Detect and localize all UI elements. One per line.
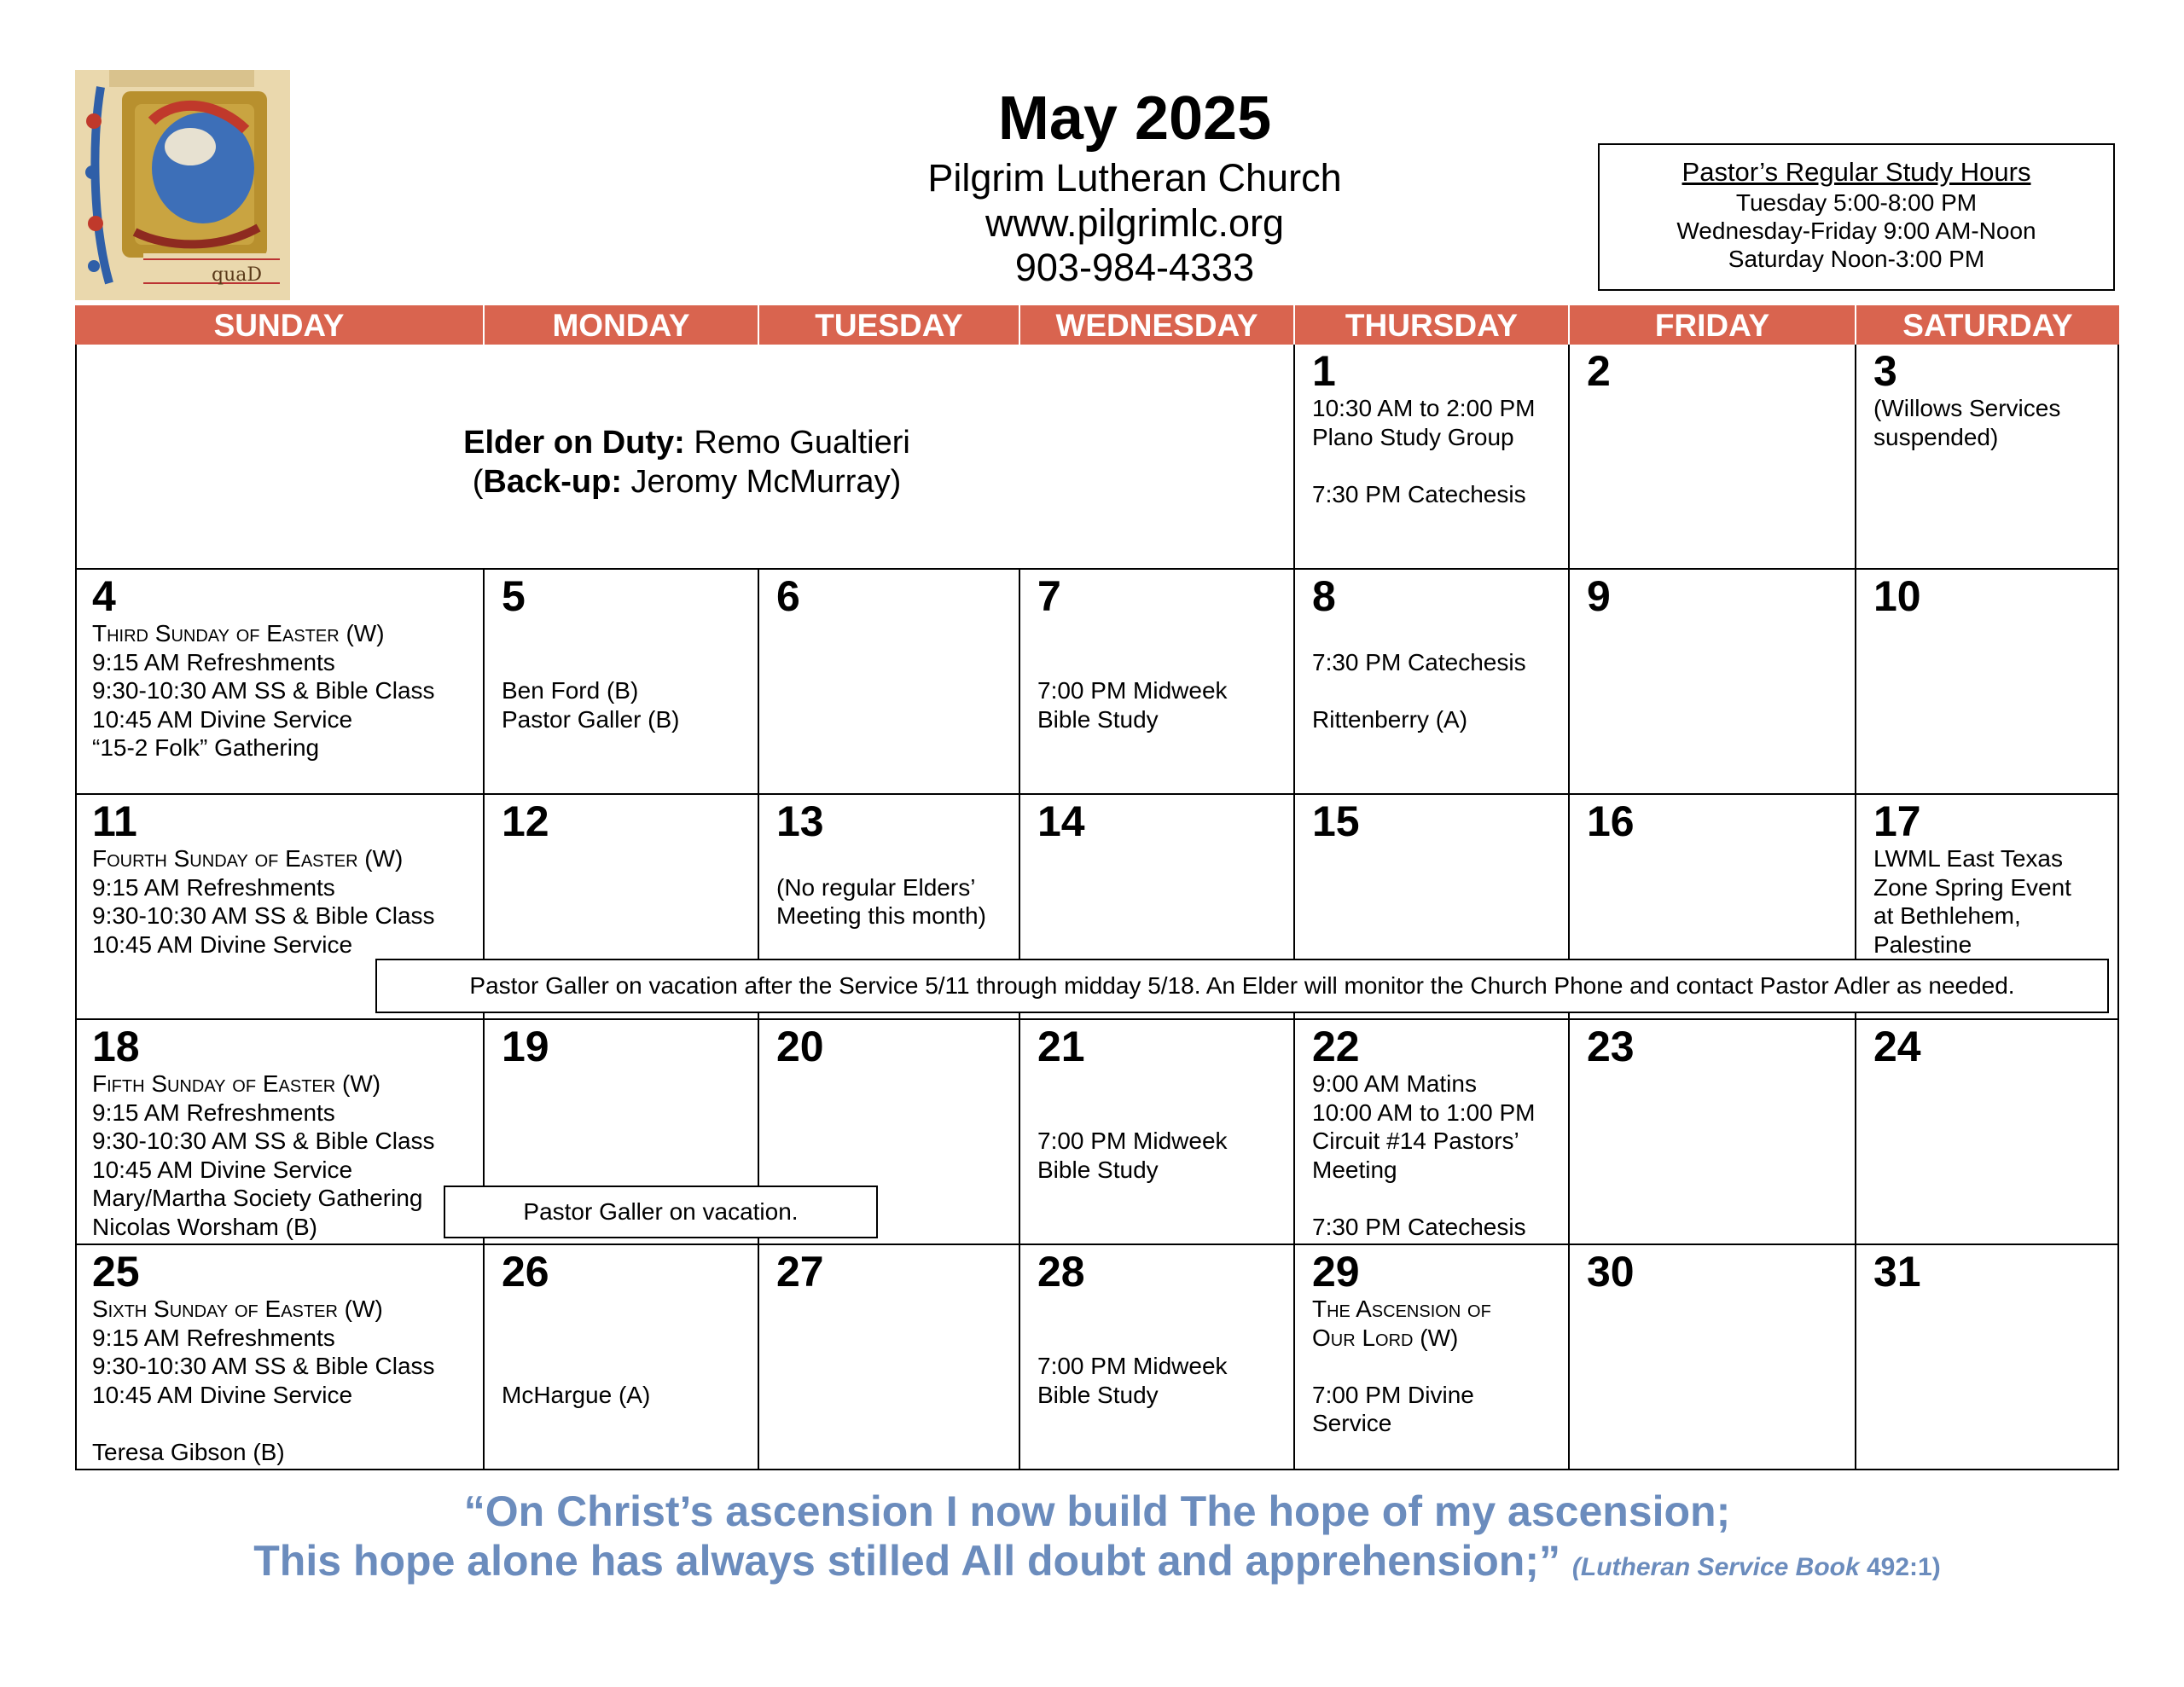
day-number: 30 (1587, 1248, 1635, 1296)
day-number: 24 (1873, 1023, 1921, 1070)
day-events: 7:00 PM Midweek Bible Study (1037, 677, 1228, 733)
day-cell-5[interactable] (485, 570, 759, 795)
elder-on-duty (77, 423, 1297, 501)
liturgical-day (92, 619, 483, 648)
vacation-note-short (444, 1186, 878, 1238)
day-number: 12 (502, 797, 549, 845)
day-cell-7[interactable] (1020, 570, 1295, 795)
liturgical-day (92, 844, 483, 873)
backup-paren: ( (472, 464, 484, 500)
white-vestment-marker: (W) (339, 620, 385, 646)
day-cell-1[interactable] (1295, 345, 1570, 570)
cite-paren: ( (1571, 1553, 1581, 1581)
day-of-week-thursday: THURSDAY (1295, 305, 1570, 345)
day-number: 6 (776, 572, 800, 620)
white-vestment-marker: (W) (337, 1296, 383, 1322)
day-events: 10:30 AM to 2:00 PM Plano Study Group 7:30 PM Catechesis (1312, 395, 1536, 507)
elder-label: Elder on Duty: (463, 425, 685, 461)
day-cell-28[interactable] (1020, 1245, 1295, 1470)
day-cell-6[interactable] (759, 570, 1020, 795)
vacation-note-long (375, 959, 2109, 1013)
church-phone: 903-984-4333 (1014, 246, 1255, 289)
day-events: Ben Ford (B) Pastor Galler (B) (502, 677, 680, 733)
day-number: 3 (1873, 347, 1897, 395)
day-events: 9:15 AM Refreshments 9:30-10:30 AM SS & Bible Class 10:45 AM Divine Service Teresa Gibson (B) (92, 1324, 435, 1465)
day-number: 13 (776, 797, 824, 845)
study-hours-heading: Pastor’s Regular Study Hours (1682, 157, 2031, 187)
day-events: 9:15 AM Refreshments 9:30-10:30 AM SS & Bible Class 10:45 AM Divine Service (92, 873, 435, 958)
hymn-quote-line-1: “On Christ’s ascension I now build The hope of my ascension; (463, 1487, 1731, 1535)
day-number: 10 (1873, 572, 1921, 620)
day-cell-30[interactable] (1570, 1245, 1856, 1470)
day-cell-25[interactable] (75, 1245, 485, 1470)
day-of-week-saturday: SATURDAY (1856, 305, 2119, 345)
day-number: 2 (1587, 347, 1611, 395)
liturgical-day-name: Fifth Sunday of Easter (92, 1070, 336, 1097)
day-events: 7:00 PM Midweek Bible Study (1037, 1128, 1228, 1183)
day-of-week-sunday: SUNDAY (75, 305, 485, 345)
day-number: 23 (1587, 1023, 1635, 1070)
liturgical-day (92, 1295, 483, 1324)
hymn-quote-line-2 (75, 1535, 2119, 1593)
hymn-citation (1572, 1553, 1941, 1581)
white-vestment-marker: (W) (357, 845, 404, 872)
cite-ref: 492:1) (1867, 1553, 1941, 1581)
liturgical-day-name: Third Sunday of Easter (92, 620, 340, 646)
church-logo (75, 70, 290, 300)
day-events: LWML East Texas Zone Spring Event at Bethlehem, Palestine (1873, 845, 2071, 958)
day-number: 8 (1312, 572, 1336, 620)
day-number: 15 (1312, 797, 1360, 845)
day-cell-18[interactable] (75, 1020, 485, 1245)
day-number: 20 (776, 1023, 824, 1070)
day-number: 31 (1873, 1248, 1921, 1296)
logo-script: quaD (212, 264, 263, 286)
liturgical-day-name: The Ascension of Our Lord (1312, 1296, 1491, 1351)
day-number: 16 (1587, 797, 1635, 845)
white-vestment-marker: (W) (1413, 1324, 1459, 1351)
day-number: 21 (1037, 1023, 1085, 1070)
day-cell-10[interactable] (1856, 570, 2119, 795)
vacation-note-long-text: Pastor Galler on vacation after the Service 5/11 through midday 5/18. An Elder will monitor the Church Phone and contact Pastor Adler as needed. (469, 972, 2015, 999)
day-cell-3[interactable] (1856, 345, 2119, 570)
day-cell-22[interactable] (1295, 1020, 1570, 1245)
day-events: 7:00 PM Midweek Bible Study (1037, 1353, 1228, 1408)
elder-name: Remo Gualtieri (694, 425, 910, 461)
day-cell-8[interactable] (1295, 570, 1570, 795)
day-cell-26[interactable] (485, 1245, 759, 1470)
page-title: May 2025 (997, 84, 1272, 153)
day-cell-23[interactable] (1570, 1020, 1856, 1245)
liturgical-day (1312, 1295, 1568, 1352)
backup-label: Back-up: (483, 464, 622, 500)
church-website[interactable]: www.pilgrimlc.org (985, 201, 1285, 245)
study-hours-line: Tuesday 5:00-8:00 PM (1735, 189, 1978, 216)
day-number: 18 (92, 1023, 140, 1070)
day-number: 27 (776, 1248, 824, 1296)
day-cell-31[interactable] (1856, 1245, 2119, 1470)
day-events: McHargue (A) (502, 1381, 651, 1408)
study-hours-line: Wednesday-Friday 9:00 AM-Noon (1676, 217, 2036, 244)
day-cell-24[interactable] (1856, 1020, 2119, 1245)
liturgical-day (92, 1070, 483, 1099)
day-number: 14 (1037, 797, 1085, 845)
day-number: 19 (502, 1023, 549, 1070)
day-number: 28 (1037, 1248, 1085, 1296)
day-number: 4 (92, 572, 116, 620)
day-number: 7 (1037, 572, 1061, 620)
day-number: 29 (1312, 1248, 1360, 1296)
day-number: 9 (1587, 572, 1611, 620)
day-events: 7:30 PM Catechesis Rittenberry (A) (1312, 648, 1526, 733)
day-cell-27[interactable] (759, 1245, 1020, 1470)
day-events: 7:00 PM Divine Service (1312, 1381, 1474, 1437)
study-hours-box (1598, 143, 2115, 291)
day-cell-4[interactable] (75, 570, 485, 795)
study-hours-line: Saturday Noon-3:00 PM (1728, 246, 1985, 272)
vacation-note-short-text: Pastor Galler on vacation. (523, 1198, 799, 1225)
day-events: (Willows Services suspended) (1873, 395, 2061, 450)
day-cell-21[interactable] (1020, 1020, 1295, 1245)
day-number: 5 (502, 572, 526, 620)
day-number: 22 (1312, 1023, 1360, 1070)
day-events: 9:00 AM Matins 10:00 AM to 1:00 PM Circuit #14 Pastors’ Meeting 7:30 PM Catechesis (1312, 1070, 1536, 1240)
day-number: 11 (92, 797, 137, 845)
day-of-week-friday: FRIDAY (1570, 305, 1856, 345)
day-cell-9[interactable] (1570, 570, 1856, 795)
day-number: 1 (1312, 347, 1336, 395)
day-number: 17 (1873, 797, 1921, 845)
day-number: 26 (502, 1248, 549, 1296)
day-cell-29[interactable] (1295, 1245, 1570, 1470)
day-events: (No regular Elders’ Meeting this month) (776, 873, 986, 930)
day-of-week-tuesday: TUESDAY (759, 305, 1020, 345)
hymn-quote-text: This hope alone has always stilled All doubt and apprehension;” (253, 1537, 1560, 1585)
liturgical-day-name: Sixth Sunday of Easter (92, 1296, 338, 1322)
day-number: 25 (92, 1248, 140, 1296)
day-cell-2[interactable] (1570, 345, 1856, 570)
day-events: 9:15 AM Refreshments 9:30-10:30 AM SS & Bible Class 10:45 AM Divine Service Mary/Martha Society Gathering Nicolas Worsham (B) (92, 1099, 435, 1240)
day-of-week-monday: MONDAY (485, 305, 759, 345)
cite-book: Lutheran Service Book (1580, 1553, 1860, 1581)
church-name: Pilgrim Lutheran Church (927, 156, 1342, 200)
day-of-week-wednesday: WEDNESDAY (1020, 305, 1295, 345)
white-vestment-marker: (W) (335, 1070, 381, 1097)
day-events: 9:15 AM Refreshments 9:30-10:30 AM SS & Bible Class 10:45 AM Divine Service “15-2 Folk” Gathering (92, 648, 435, 762)
backup-name: Jeromy McMurray) (630, 464, 902, 500)
liturgical-day-name: Fourth Sunday of Easter (92, 845, 358, 872)
